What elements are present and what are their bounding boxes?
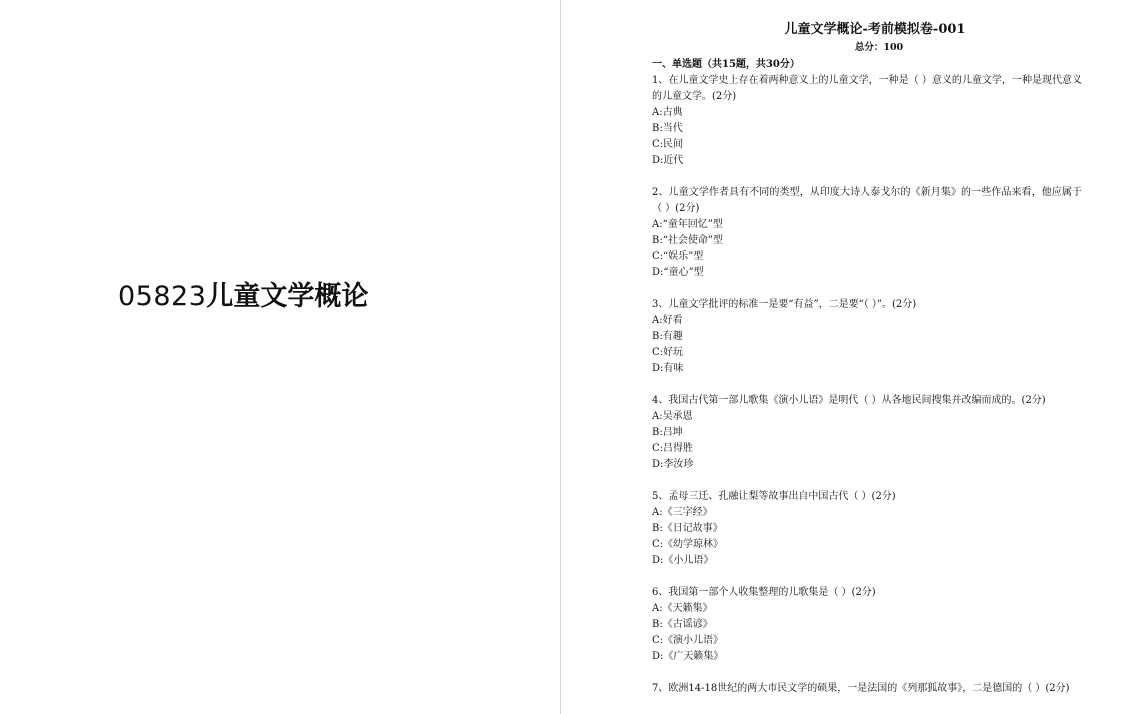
section-heading: 一、单选题（共15题，共30分） [652, 59, 800, 70]
option-d: D:有味 [652, 363, 684, 374]
option-b: B:有趣 [652, 331, 683, 342]
course-name: 儿童文学概论 [206, 281, 369, 312]
option-d: D:《小儿语》 [652, 555, 714, 566]
option-c: C:《演小儿语》 [652, 635, 724, 646]
option-c: C:“娱乐”型 [652, 251, 704, 262]
question-6 [652, 585, 1082, 665]
option-b: B:吕坤 [652, 427, 683, 438]
question-text: 1、在儿童文学史上存在着两种意义上的儿童文学，一种是（ ）意义的儿童文学，一种是现代意义的儿童文学。(2分) [652, 75, 1082, 102]
option-d: D:李汝珍 [652, 459, 694, 470]
question-2 [652, 185, 1082, 281]
question-text: 3、儿童文学批评的标准一是要“有益”，二是要“（ ）”。(2分) [652, 299, 917, 310]
option-c: C:民间 [652, 139, 684, 150]
option-b: B:《日记故事》 [652, 523, 723, 534]
exam-page [561, 0, 1123, 714]
option-b: B:当代 [652, 123, 683, 134]
cover-page [0, 0, 560, 714]
question-7 [652, 681, 1082, 697]
question-text: 4、我国古代第一部儿歌集《演小儿语》是明代（ ）从各地民间搜集并改编而成的。(2分) [652, 395, 1046, 406]
exam-content [652, 19, 1082, 713]
question-text: 2、儿童文学作者具有不同的类型，从印度大诗人泰戈尔的《新月集》的一些作品来看，他应属于（ ）(2分) [652, 187, 1082, 214]
total-score: 总分：100 [854, 42, 904, 53]
option-b: B:《古谣谚》 [652, 619, 713, 630]
course-code: 05823 [118, 281, 207, 312]
option-a: A:好看 [652, 315, 683, 326]
question-1 [652, 73, 1082, 169]
option-a: A:《天籁集》 [652, 603, 713, 614]
cover-title [118, 280, 368, 314]
question-text: 5、孟母三迁、孔融让梨等故事出自中国古代（ ）(2分) [652, 491, 896, 502]
question-text: 7、欧洲14-18世纪的两大市民文学的硕果，一是法国的《列那狐故事》，二是德国的（ ）(2分) [652, 683, 1070, 694]
option-a: A:“童年回忆”型 [652, 219, 723, 230]
option-a: A:《三字经》 [652, 507, 713, 518]
exam-title: 儿童文学概论-考前模拟卷-001 [784, 22, 966, 37]
question-5 [652, 489, 1082, 569]
option-a: A:吴承恩 [652, 411, 693, 422]
option-d: D:“童心”型 [652, 267, 704, 278]
question-4 [652, 393, 1082, 473]
option-c: C:吕得胜 [652, 443, 694, 454]
option-a: A:古典 [652, 107, 683, 118]
option-d: D:《广天籁集》 [652, 651, 724, 662]
option-b: B:“社会使命”型 [652, 235, 723, 246]
question-text: 6、我国第一部个人收集整理的儿歌集是（ ）(2分) [652, 587, 876, 598]
option-c: C:《幼学琼林》 [652, 539, 724, 550]
option-d: D:近代 [652, 155, 684, 166]
question-3 [652, 297, 1082, 377]
option-c: C:好玩 [652, 347, 684, 358]
